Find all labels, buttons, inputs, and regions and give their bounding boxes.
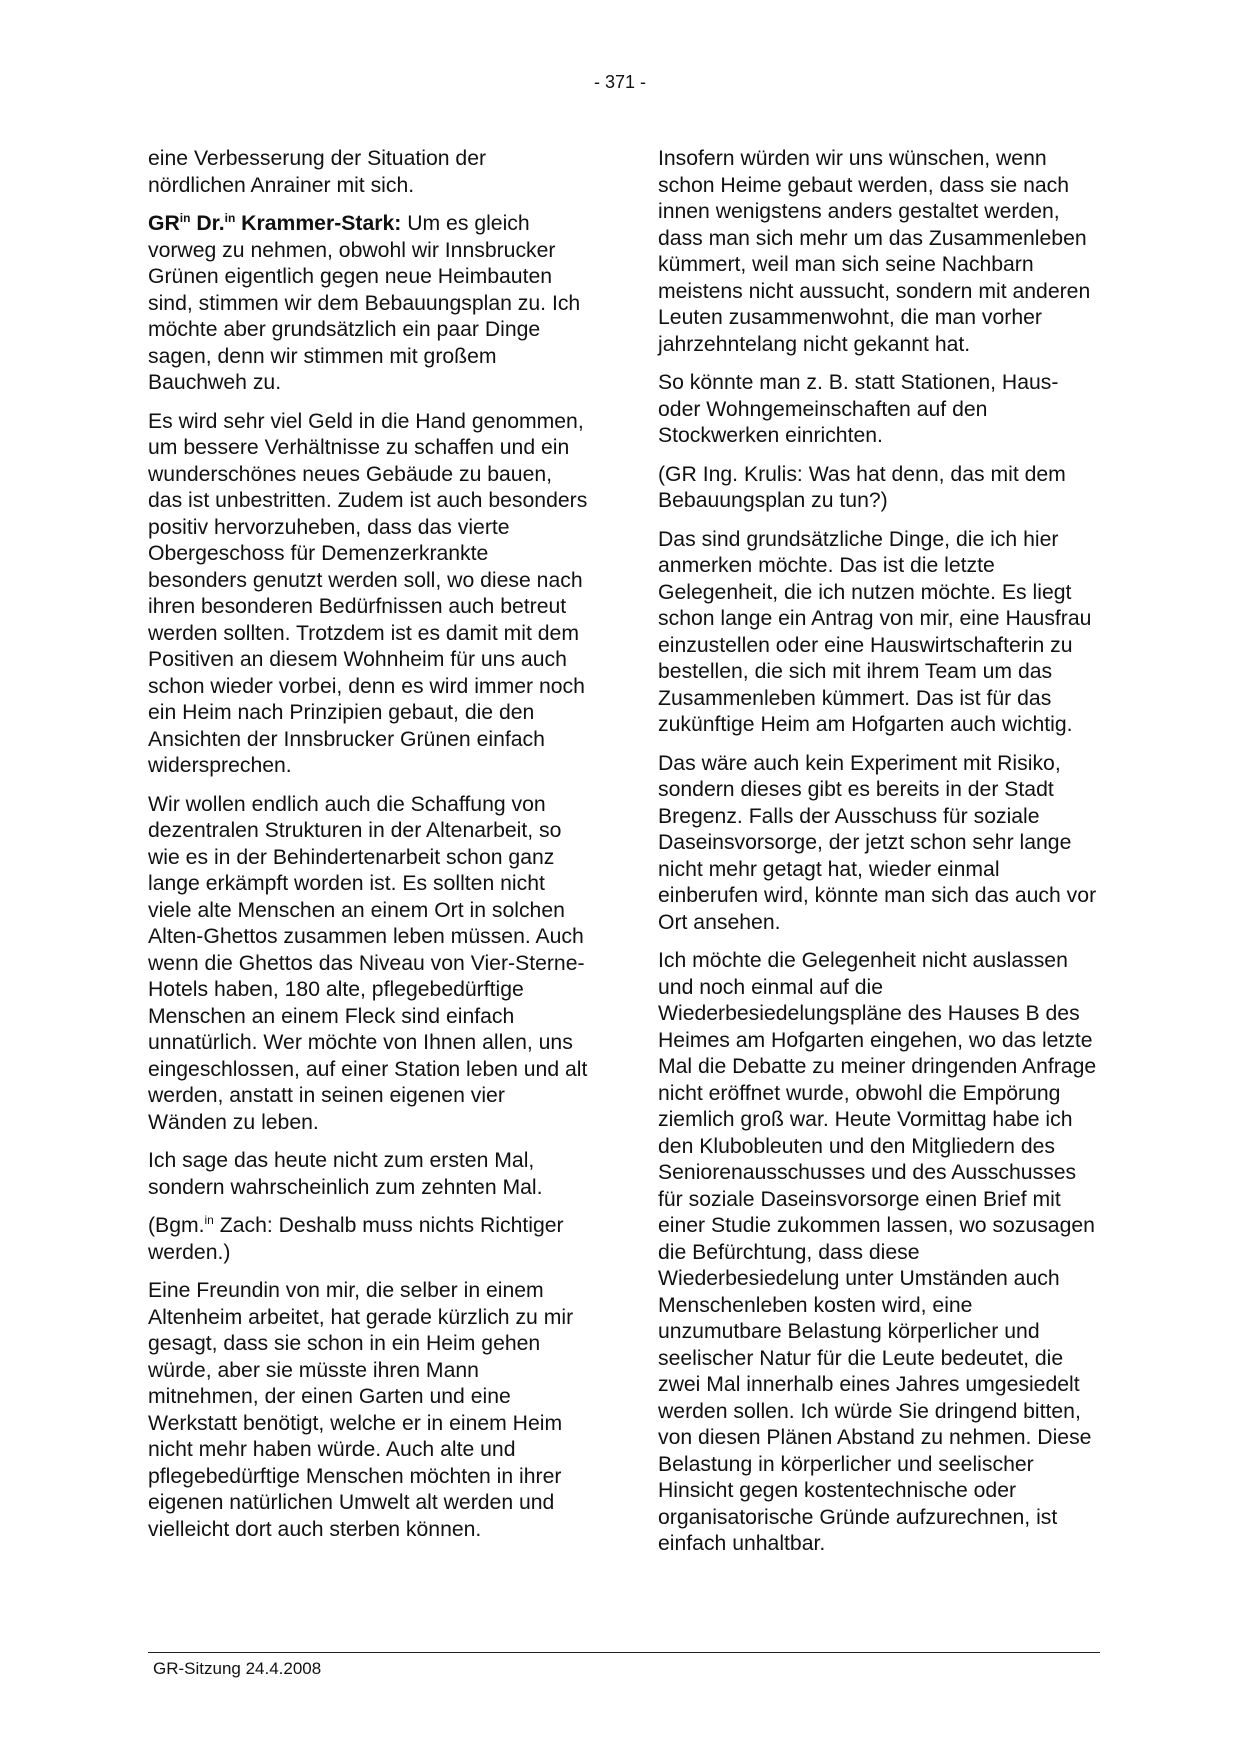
speaker-name bbox=[148, 212, 401, 235]
paragraph: So könnte man z. B. statt Stationen, Haus- oder Wohngemeinschaften auf den Stockwerken einrichten. bbox=[658, 371, 1059, 447]
paragraph: Das sind grundsätzliche Dinge, die ich hier anmerken möchte. Das ist die letzte Gelegenheit, die ich nutzen möchte. Es liegt schon lange ein Antrag von mir, eine Hausfrau einzustellen oder eine Hauswirtschafterin zu bestellen, die sich mit ihrem Team um das Zusammenleben kümmert. Das ist für das zukünftige Heim am Hofgarten auch wichtig. bbox=[658, 527, 1092, 736]
paragraph: Es wird sehr viel Geld in die Hand genommen, um bessere Verhältnisse zu schaffen und ein wunderschönes neues Gebäude zu bauen, das ist unbestritten. Zudem ist auch besonders positiv hervorzuheben, dass das vierte Obergeschoss für Demenzerkrankte besonders genutzt werden soll, wo diese nach ihren besonderen Bedürfnissen auch betreut werden sollten. Trotzdem ist es damit mit dem Positiven an diesem Wohnheim für uns auch schon wieder vorbei, denn es wird immer noch ein Heim nach Prinzipien gebaut, die den Ansichten der Innsbrucker Grünen einfach widersprechen. bbox=[148, 409, 588, 777]
left-column bbox=[148, 146, 588, 1555]
speech-paragraph bbox=[148, 211, 588, 397]
paragraph: Wir wollen endlich auch die Schaffung von dezentralen Strukturen in der Altenarbeit, so wie es in der Behindertenarbeit schon ganz lange erkämpft worden ist. Es sollten nicht viele alte Menschen an einem Ort in solchen Alten-Ghettos zusammen leben müssen. Auch wenn die Ghettos das Niveau von Vier-Sterne-Hotels haben, 180 alte, pflegebedürftige Menschen an einem Fleck sind einfach unnatürlich. Wer möchte von Ihnen allen, uns eingeschlossen, auf einer Station leben und alt werden, anstatt in seinen eigenen vier Wänden zu leben. bbox=[148, 792, 588, 1134]
paragraph: Insofern würden wir uns wünschen, wenn schon Heime gebaut werden, dass sie nach innen wenigstens anders gestaltet werden, dass man sich mehr um das Zusammenleben kümmert, weil man sich seine Nachbarn meistens nicht aussucht, sondern mit anderen Leuten zusammenwohnt, die man vorher jahrzehntelang nicht gekannt hat. bbox=[658, 147, 1091, 356]
speaker-surname: Krammer-Stark: bbox=[235, 212, 402, 235]
speech-text: Um es gleich vorweg zu nehmen, obwohl wir Innsbrucker Grünen eigentlich gegen neue Heimbauten sind, stimmen wir dem Bebauungsplan zu. Ich möchte aber grundsätzlich ein paar Dinge sagen, denn wir stimmen mit großem Bauchweh zu. bbox=[148, 212, 581, 394]
footer-session-date: GR-Sitzung 24.4.2008 bbox=[153, 1659, 322, 1678]
paragraph: eine Verbesserung der Situation der nördlichen Anrainer mit sich. bbox=[148, 147, 487, 197]
interjection-part: (Bgm. bbox=[148, 1214, 205, 1237]
speaker-title: Dr. bbox=[190, 212, 225, 235]
interjection: (GR Ing. Krulis: Was hat denn, das mit dem Bebauungsplan zu tun?) bbox=[658, 462, 1066, 512]
footer-divider bbox=[148, 1652, 1100, 1653]
superscript: in bbox=[224, 210, 236, 225]
page-number: - 371 - bbox=[593, 72, 647, 92]
superscript: in bbox=[204, 1212, 214, 1227]
right-column bbox=[658, 146, 1098, 1570]
speaker-title: GR bbox=[148, 212, 180, 235]
paragraph: Ich sage das heute nicht zum ersten Mal, sondern wahrscheinlich zum zehnten Mal. bbox=[148, 1149, 543, 1199]
paragraph: Das wäre auch kein Experiment mit Risiko, sondern dieses gibt es bereits in der Stadt Bregenz. Falls der Ausschuss für soziale Daseinsvorsorge, der jetzt schon sehr lange nicht mehr getagt hat, wieder einmal einberufen wird, könnte man sich das auch vor Ort ansehen. bbox=[658, 751, 1097, 934]
paragraph: Eine Freundin von mir, die selber in einem Altenheim arbeitet, hat gerade kürzlich zu mir gesagt, dass sie schon in ein Heim gehen würde, aber sie müsste ihren Mann mitnehmen, der einen Garten und eine Werkstatt benötigt, welche er in einem Heim nicht mehr haben würde. Auch alte und pflegebedürftige Menschen möchten in ihrer eigenen natürlichen Umwelt alt werden und vielleicht dort auch sterben können. bbox=[148, 1279, 574, 1541]
paragraph: Ich möchte die Gelegenheit nicht auslassen und noch einmal auf die Wiederbesiedelungspläne des Hauses B des Heimes am Hofgarten eingehen, wo das letzte Mal die Debatte zu meiner dringenden Anfrage nicht eröffnet wurde, obwohl die Empörung ziemlich groß war. Heute Vormittag habe ich den Klubobleuten und den Mitgliedern des Seniorenausschusses und des Ausschusses für soziale Daseinsvorsorge einen Brief mit einer Studie zukommen lassen, wo sozusagen die Befürchtung, dass diese Wiederbesiedelung unter Umständen auch Menschenleben kosten wird, eine unzumutbare Belastung körperlicher und seelischer Natur für die Leute bedeutet, die zwei Mal innerhalb eines Jahres umgesiedelt werden sollen. Ich würde Sie dringend bitten, von diesen Plänen Abstand zu nehmen. Diese Belastung in körperlicher und seelischer Hinsicht gegen kostentechnische oder organisatorische Gründe aufzurechnen, ist einfach unhaltbar. bbox=[658, 949, 1097, 1555]
interjection-part: Zach: Deshalb muss nichts Richtiger werden.) bbox=[148, 1214, 564, 1264]
superscript: in bbox=[179, 210, 191, 225]
interjection bbox=[148, 1213, 588, 1266]
